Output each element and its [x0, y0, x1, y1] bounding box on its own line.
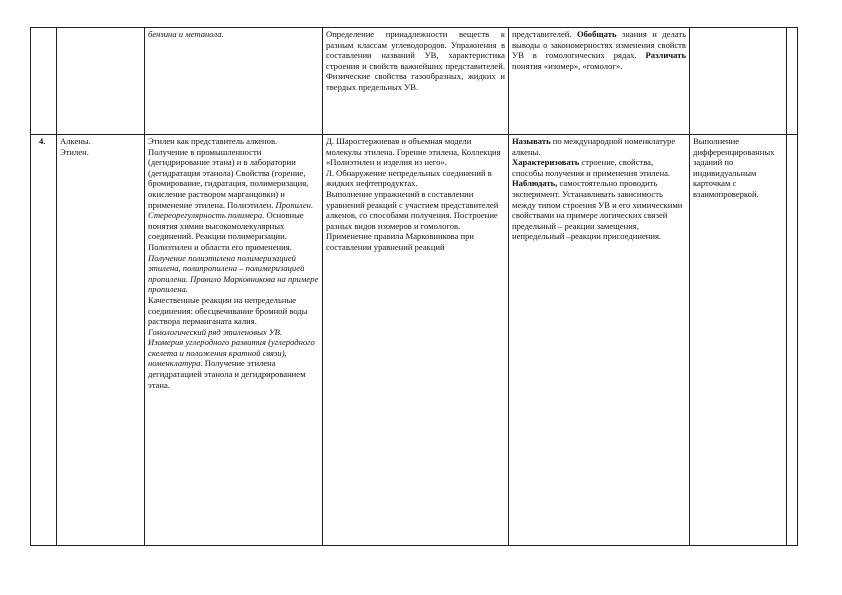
- activities-text: знания и делать выводы о закономерностях изменения свойств УВ в гомологических рядах.: [512, 29, 686, 61]
- activities-text: понятия «изомер», «гомолог».: [512, 60, 623, 71]
- topic-line: Этилен.: [60, 146, 89, 157]
- experiments-cell: Определение принадлежности веществ к разным классам углеводородов. Упражнения в составлении названий УВ, характеристика строения и свойств важнейших представителей. Физические свойства газообразных, жидких и твердых предельных УВ.: [323, 28, 509, 135]
- content-italic: номенклатура.: [148, 358, 203, 369]
- activities-cell: [509, 135, 690, 546]
- content-italic: Получение полиэтилена полимеризацией этилена, полипропилена – полимеризацией пропилена. Правило Марковникова на примере пропилена.: [148, 252, 319, 295]
- activities-text: представителей.: [512, 29, 577, 39]
- activities-keyword: Обобщать: [576, 29, 617, 39]
- content-text: Основные понятия химии высокомолекулярных соединений. Реакции полимеризации. Полиэтилен и области его применения.: [148, 210, 304, 252]
- content-italic: Гомологический ряд этиленовых УВ. Изомерия углеродного развития (углеродного скелета и положения кратной связи),: [148, 326, 315, 358]
- activities-keyword: Называть: [512, 136, 551, 146]
- activities-text: самостоятельно проводить эксперимент. Устанавливать зависимость между типом строения УВ и его химическими свойствами на примере логических связей предельный – реакции замещения, непредельный –реакции присоединения.: [512, 178, 683, 242]
- row-number-cell: [31, 28, 57, 135]
- experiments-cell: [323, 135, 509, 546]
- table-row: [31, 28, 798, 135]
- topic-cell: [57, 135, 145, 546]
- content-italic: Пропилен. Стереорегулярность полимера.: [148, 199, 314, 221]
- lesson-plan-table: [30, 27, 798, 546]
- row-number-cell: 4.: [31, 135, 57, 546]
- content-cell: [145, 28, 323, 135]
- content-text: Качественные реакции на непредельные соединения: обесцвечивание бромной воды раствора перманганата калия.: [148, 294, 308, 327]
- experiments-text: Выполнение упражнений в составлении уравнений реакций с участием представителей алкенов, со способами получения. Построение разных видов изомеров и гомологов. Применение правила Марковникова при составлении уравнений реакций: [326, 188, 499, 252]
- activities-keyword: Наблюдать,: [512, 178, 558, 189]
- spacer-cell: [787, 135, 798, 546]
- content-cell: [145, 135, 323, 546]
- control-cell: [690, 28, 787, 135]
- topic-cell: [57, 28, 145, 135]
- content-text: Получение этилена дегидратацией этанола и дегидрированием этана.: [148, 358, 306, 390]
- activities-text: строение, свойства, способы получения и применения этилена.: [512, 157, 671, 178]
- table-row: [31, 135, 798, 546]
- experiments-text: Л. Обнаружение непредельных соединений в жидких нефтепродуктах.: [326, 167, 492, 189]
- activities-keyword: Характеризовать: [512, 157, 580, 168]
- spacer-cell: [787, 28, 798, 135]
- activities-text: по международной номенклатуре алкены.: [512, 136, 676, 157]
- experiments-text: Д. Шаростержневая и объемная модели молекулы этилена. Горение этилена, Коллекция «Полиэтилен и изделия из него».: [326, 136, 501, 168]
- control-cell: Выполнение дифференцированных заданий по индивидуальным карточкам с взаимопроверкой.: [690, 135, 787, 546]
- topic-line: Алкены.: [60, 136, 91, 146]
- content-text: бензина и метанола.: [148, 29, 224, 39]
- activities-cell: [509, 28, 690, 135]
- content-text: Этилен как представитель алкенов. Получение в промышленности (дегидрирование этана) и в лаборатории (дегидратация этанола) Свойства (горение, бромирование, гидратация, полимеризация, окисление раствором марганцовки) и применение этилена. Полиэтилен.: [148, 136, 309, 210]
- activities-keyword: Различать: [645, 50, 686, 61]
